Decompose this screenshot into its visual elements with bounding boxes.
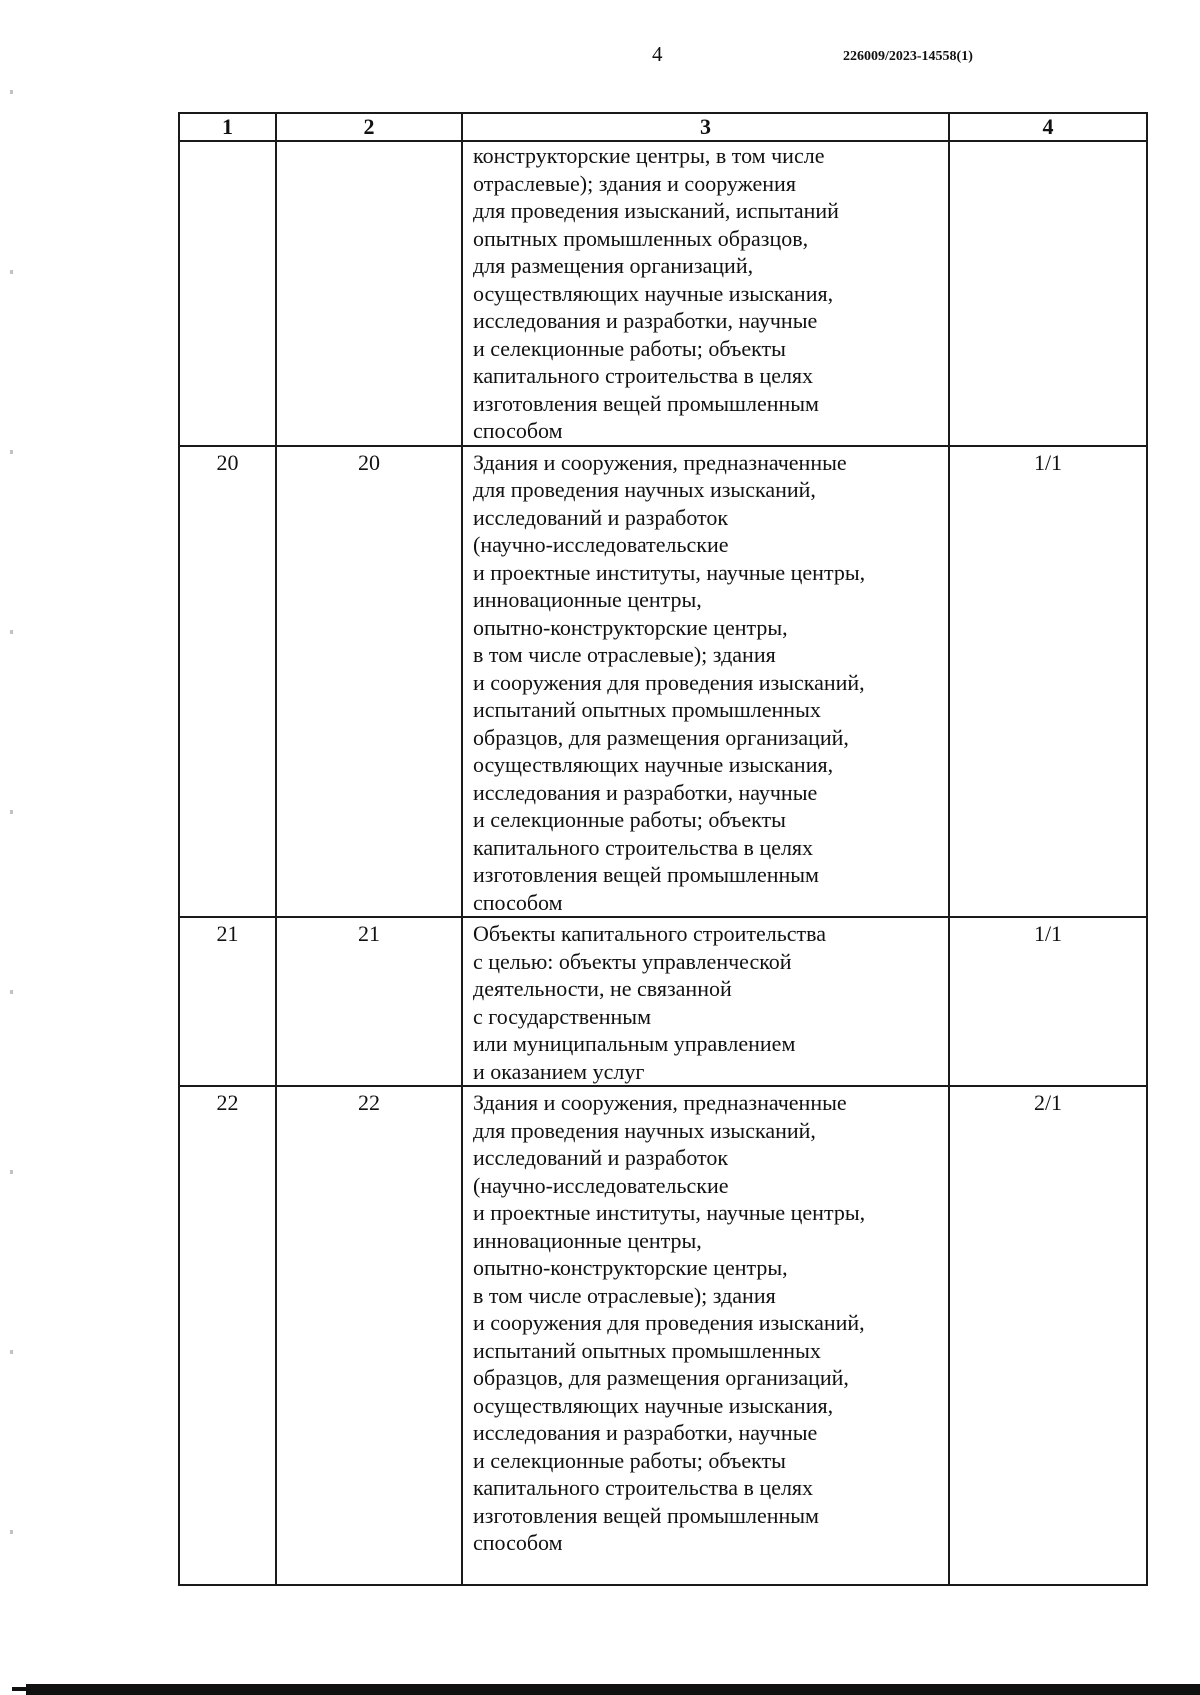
- row-number-cell: 20: [179, 446, 276, 918]
- scan-margin-marks: [10, 30, 13, 1590]
- land-use-table: [178, 112, 1148, 1586]
- description-cell: Здания и сооружения, предназначенные для проведения научных изысканий, исследований и разработок (научно-исследовательские и проектные институты, научные центры, инновационные центры, опытно-конструкторские центры, в том числе отраслевые); здания и сооружения для проведения изысканий, испытаний опытных промышленных образцов, для размещения организаций, осуществляющих научные изыскания, исследования и разработки, научные и селекционные работы; объекты капитального строительства в целях изготовления вещей промышленным способом: [462, 1086, 949, 1585]
- description-cell: конструкторские центры, в том числе отраслевые); здания и сооружения для проведения изысканий, испытаний опытных промышленных образцов, для размещения организаций, осуществляющих научные изыскания, исследования и разработки, научные и селекционные работы; объекты капитального строительства в целях изготовления вещей промышленным способом: [462, 141, 949, 446]
- table-row: [179, 141, 1147, 446]
- column-header-1: 1: [179, 113, 276, 141]
- table-header-row: [179, 113, 1147, 141]
- description-cell: Здания и сооружения, предназначенные для проведения научных изысканий, исследований и разработок (научно-исследовательские и проектные институты, научные центры, инновационные центры, опытно-конструкторские центры, в том числе отраслевые); здания и сооружения для проведения изысканий, испытаний опытных промышленных образцов, для размещения организаций, осуществляющих научные изыскания, исследования и разработки, научные и селекционные работы; объекты капитального строительства в целях изготовления вещей промышленным способом: [462, 446, 949, 918]
- row-number-cell: 22: [179, 1086, 276, 1585]
- page-number: 4: [652, 42, 663, 66]
- table-row: [179, 446, 1147, 918]
- column-header-4: 4: [949, 113, 1147, 141]
- scan-bottom-edge: [26, 1684, 1200, 1695]
- ratio-cell: 1/1: [949, 446, 1147, 918]
- zone-number-cell: 20: [276, 446, 462, 918]
- zone-number-cell: 22: [276, 1086, 462, 1585]
- ratio-cell: 1/1: [949, 917, 1147, 1086]
- row-number-cell: 21: [179, 917, 276, 1086]
- zone-number-cell: [276, 141, 462, 446]
- column-header-3: 3: [462, 113, 949, 141]
- document-id: 226009/2023-14558(1): [843, 49, 973, 64]
- ratio-cell: 2/1: [949, 1086, 1147, 1585]
- column-header-2: 2: [276, 113, 462, 141]
- zone-number-cell: 21: [276, 917, 462, 1086]
- ratio-cell: [949, 141, 1147, 446]
- row-number-cell: [179, 141, 276, 446]
- table-row: [179, 917, 1147, 1086]
- table-row: [179, 1086, 1147, 1585]
- description-cell: Объекты капитального строительства с целью: объекты управленческой деятельности, не связанной с государственным или муниципальным управлением и оказанием услуг: [462, 917, 949, 1086]
